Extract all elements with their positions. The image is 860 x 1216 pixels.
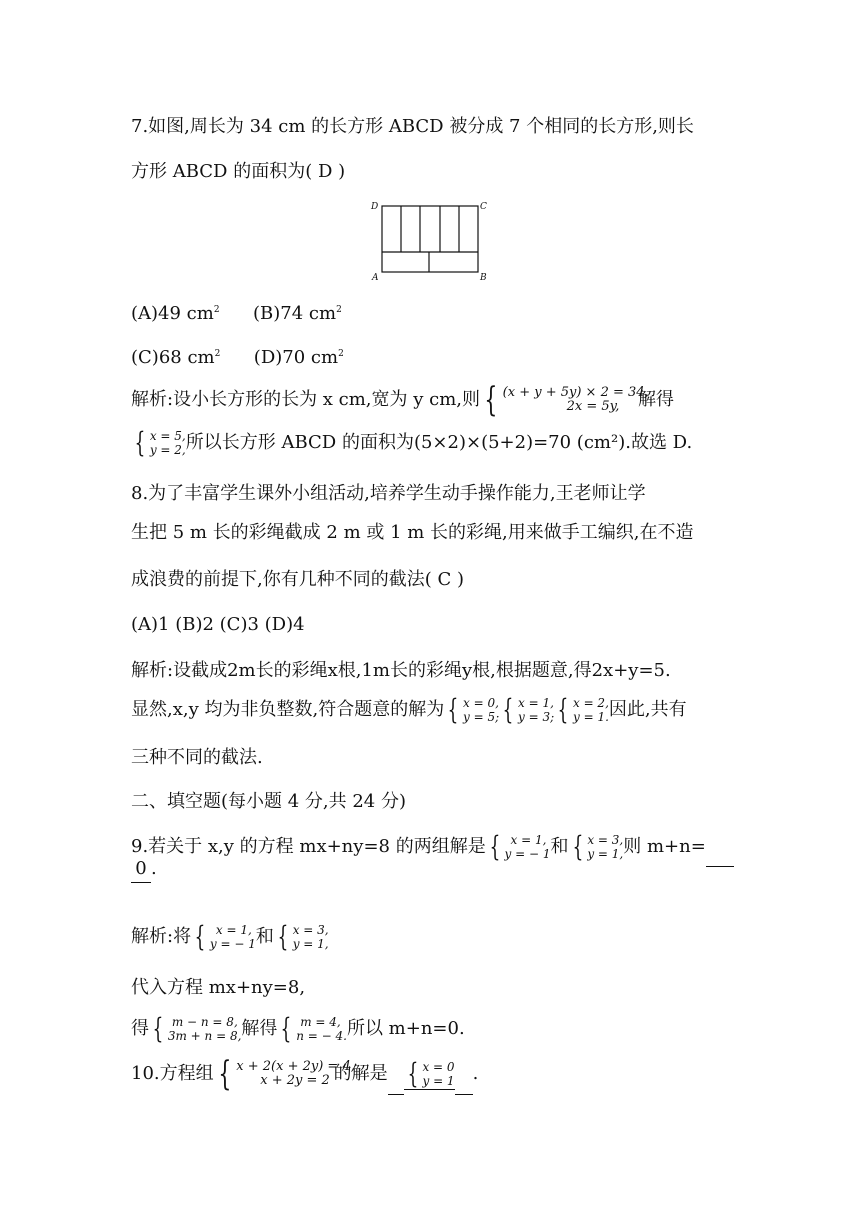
solution-text: 所以长方形 ABCD 的面积为(5×2)×(5+2)=70 (cm²).故选 D. — [185, 432, 693, 453]
equation-system: { x + 2(x + 2y) = 4, x + 2y = 2 — [217, 1054, 355, 1094]
label-c: C — [480, 202, 487, 212]
q8-solution-line1: 解析:设截成2m长的彩绳x根,1m长的彩绳y根,根据题意,得2x+y=5. — [131, 660, 671, 681]
question-text: . — [151, 858, 157, 879]
equation-system: { x = 1, y = 3; — [502, 693, 555, 726]
q9-line1 — [131, 828, 734, 867]
solution-text: 所以 m+n=0. — [346, 1018, 465, 1039]
option-d: (D)70 cm — [253, 347, 339, 368]
q9-solution-line2: 代入方程 mx+ny=8, — [131, 977, 306, 998]
equation-system: { (x + y + 5y) × 2 = 34, 2x = 5y, — [484, 380, 649, 420]
equation-system: { x = 0, y = 5; — [447, 693, 500, 726]
equation-system: { x = 3, y = 1, — [277, 920, 329, 953]
q7-line2: 方形 ABCD 的面积为( D ) — [131, 161, 346, 182]
question-text: 10.方程组 — [131, 1063, 214, 1084]
question-text: 则 m+n= — [623, 836, 706, 857]
q8-line1: 8.为了丰富学生课外小组活动,培养学生动手操作能力,王老师让学 — [131, 483, 646, 504]
q7-line1: 7.如图,周长为 34 cm 的长方形 ABCD 被分成 7 个相同的长方形,则长 — [131, 116, 694, 137]
q8-line3: 成浪费的前提下,你有几种不同的截法( C ) — [131, 569, 464, 590]
q8-solution-line3: 三种不同的截法. — [131, 747, 263, 768]
unit-sup: 2 — [214, 349, 221, 359]
q7-solution-line2 — [131, 426, 692, 460]
solution-text: 解析:将 — [131, 926, 192, 947]
option-b: (B)74 cm — [253, 303, 337, 324]
label-b: B — [480, 273, 487, 280]
q7-options-ab — [131, 297, 342, 327]
unit-sup: 2 — [336, 305, 342, 315]
solution-text: 因此,共有 — [608, 699, 687, 720]
q7-solution-line1 — [131, 380, 674, 420]
label-d: D — [371, 202, 379, 212]
q7-options-cd — [131, 341, 344, 371]
rectangle-figure — [368, 198, 492, 280]
equation-system: { x = 1, y = − 1 — [489, 830, 551, 863]
option-c: (C)68 cm — [131, 347, 215, 368]
answer-blank: 0 — [131, 856, 151, 883]
equation-system: { x = 1, y = − 1 — [194, 920, 256, 953]
q10-line — [131, 1054, 478, 1095]
question-text: 和 — [550, 836, 569, 857]
question-text: . — [472, 1063, 479, 1084]
q8-line2: 生把 5 m 长的彩绳截成 2 m 或 1 m 长的彩绳,用来做手工编织,在不造 — [131, 522, 694, 543]
label-a: A — [372, 273, 379, 280]
equation-system: { x = 5, y = 2, — [134, 426, 186, 459]
solution-text: 和 — [255, 926, 274, 947]
question-text: 9.若关于 x,y 的方程 mx+ny=8 的两组解是 — [131, 836, 486, 857]
section-heading: 二、填空题(每小题 4 分,共 24 分) — [131, 791, 407, 812]
solution-text: 解析:设小长方形的长为 x cm,宽为 y cm,则 — [131, 389, 481, 410]
unit-sup: 2 — [338, 349, 344, 359]
q9-solution-line1 — [131, 918, 329, 956]
solution-text: 得 — [131, 1018, 149, 1039]
q8-solution-line2 — [131, 690, 687, 730]
question-text: 的解是 — [333, 1063, 388, 1084]
solution-text: 显然,x,y 均为非负整数,符合题意的解为 — [131, 699, 445, 720]
q9-solution-line3 — [131, 1010, 465, 1048]
option-a: (A)49 cm — [131, 303, 214, 324]
solution-text: 解得 — [241, 1018, 278, 1039]
equation-system: { m − n = 8, 3m + n = 8, — [152, 1012, 242, 1045]
q8-options: (A)1 (B)2 (C)3 (D)4 — [131, 614, 305, 635]
equation-system: { x = 3, y = 1, — [572, 830, 624, 863]
equation-system: { m = 4, n = − 4. — [280, 1012, 347, 1045]
q9-line2 — [131, 856, 157, 883]
solution-text: 解得 — [638, 389, 675, 410]
unit-sup: 2 — [213, 305, 220, 315]
equation-system: { x = 0 y = 1 — [404, 1059, 455, 1090]
equation-system: { x = 2, y = 1. — [557, 693, 609, 726]
